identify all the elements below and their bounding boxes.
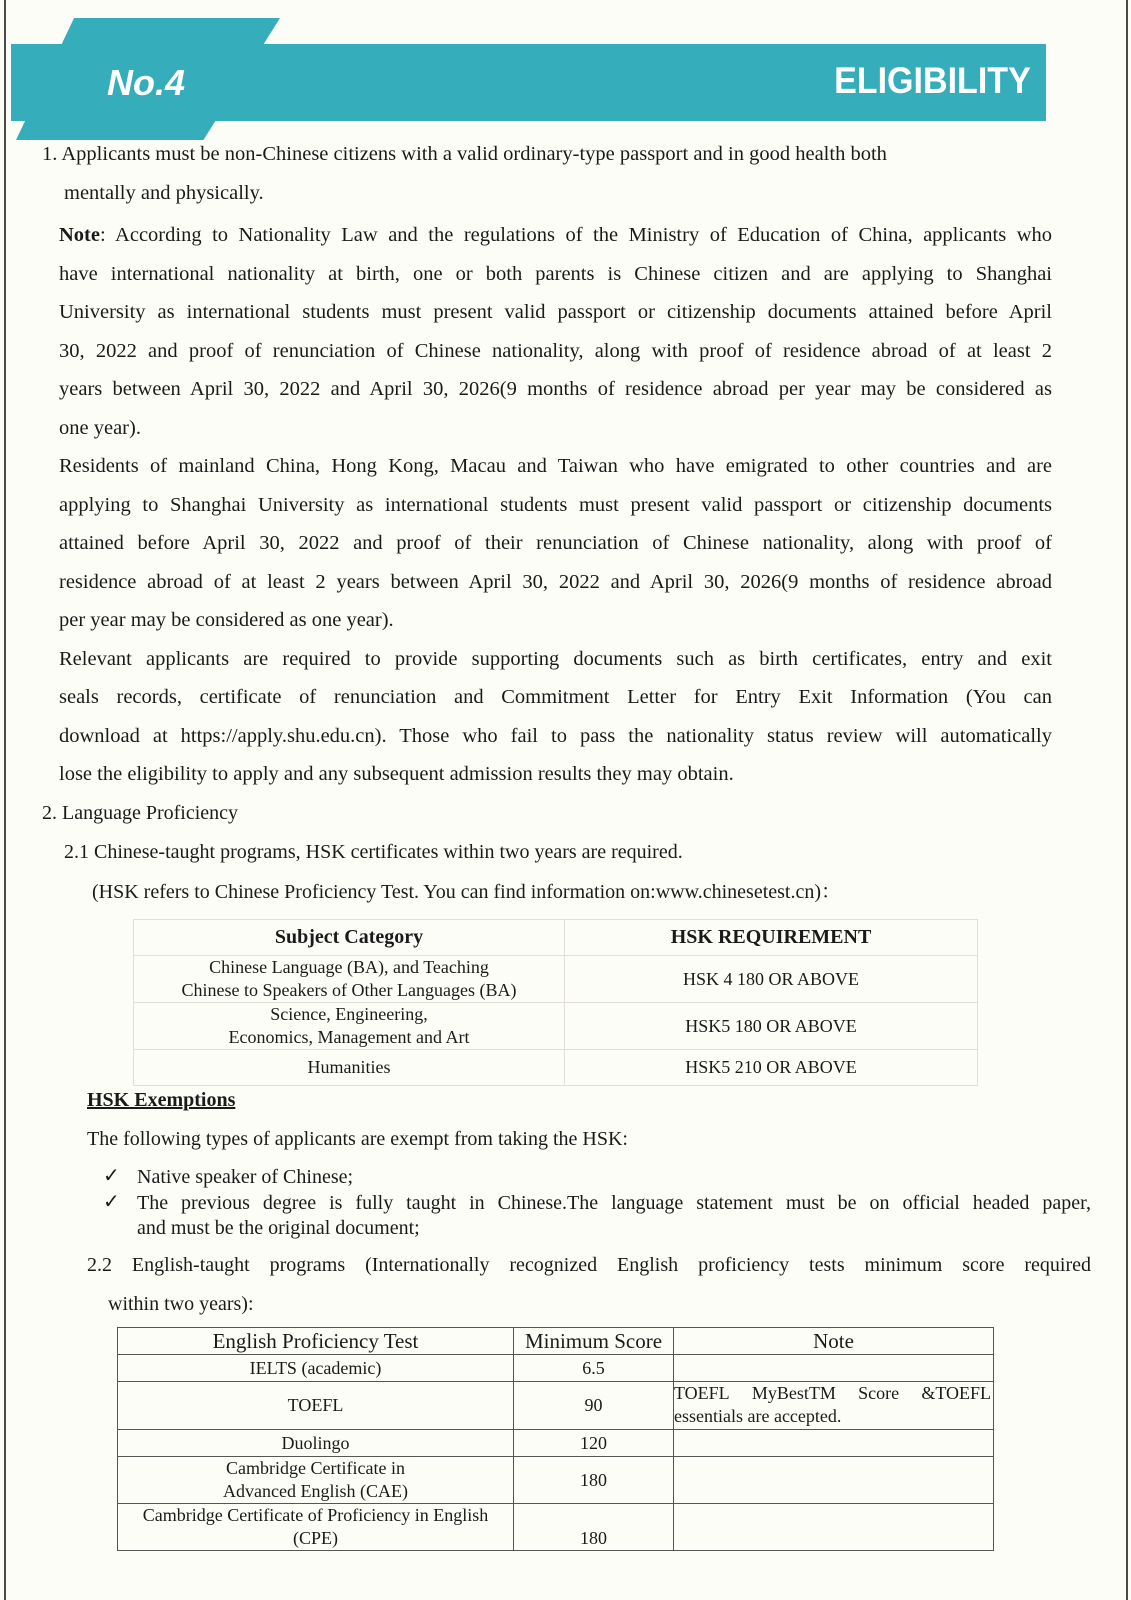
- column-header: Note: [674, 1328, 994, 1355]
- residents-line-1: Residents of mainland China, Hong Kong, Macau and Taiwan who have emigrated to other countries and are: [59, 455, 1052, 477]
- test-name-cell: TOEFL: [118, 1382, 514, 1430]
- note-cell: [674, 1430, 994, 1457]
- relevant-line-1: Relevant applicants are required to provide supporting documents such as birth certificates, entry and exit: [59, 648, 1052, 670]
- exemption-item-2-line1: The previous degree is fully taught in Chinese.The language statement must be on official headed paper,: [137, 1192, 1091, 1214]
- item2-2-line1: 2.2 English-taught programs (Internationally recognized English proficiency tests minimum score required: [87, 1254, 1091, 1276]
- note-line-3: University as international students must present valid passport or citizenship documents attained before April: [59, 301, 1052, 323]
- hsk-requirement-table: [133, 919, 978, 1086]
- test-name-cell: Cambridge Certificate in Advanced English (CAE): [118, 1457, 514, 1504]
- note-cell: TOEFL MyBestTM Score &TOEFL essentials are accepted.: [674, 1382, 994, 1430]
- table-row: [134, 1050, 978, 1086]
- table-row: [118, 1382, 994, 1430]
- note-cell: [674, 1457, 994, 1504]
- column-header: HSK REQUIREMENT: [565, 920, 978, 956]
- checkmark-icon: ✓: [103, 1191, 120, 1213]
- section-number: No.4: [107, 62, 186, 103]
- item2-1-text: 2.1 Chinese-taught programs, HSK certificates within two years are required.: [64, 841, 683, 863]
- residents-line-2: applying to Shanghai University as international students must present valid passport or citizenship documents: [59, 494, 1052, 516]
- note-line-5: years between April 30, 2022 and April 30, 2026(9 months of residence abroad per year may be considered as: [59, 378, 1052, 400]
- exemption-item-2-line2: and must be the original document;: [137, 1217, 420, 1239]
- table-row: [118, 1430, 994, 1457]
- minimum-score-cell: 90: [514, 1382, 674, 1430]
- item2-1-note: (HSK refers to Chinese Proficiency Test. You can find information on:www.chinesetest.cn)：: [92, 881, 842, 903]
- relevant-line-3: download at https://apply.shu.edu.cn). Those who fail to pass the nationality status review will automatically: [59, 725, 1052, 747]
- subject-category-cell: Chinese Language (BA), and Teaching Chinese to Speakers of Other Languages (BA): [134, 956, 565, 1003]
- item1-line2: mentally and physically.: [64, 182, 264, 204]
- column-header: English Proficiency Test: [118, 1328, 514, 1355]
- subject-category-cell: Humanities: [134, 1050, 565, 1086]
- table-row: [118, 1457, 994, 1504]
- test-name-cell: Duolingo: [118, 1430, 514, 1457]
- residents-line-4: residence abroad of at least 2 years between April 30, 2022 and April 30, 2026(9 months of residence abroad: [59, 571, 1052, 593]
- item2-2-line2: within two years):: [108, 1293, 254, 1315]
- test-name-cell: IELTS (academic): [118, 1355, 514, 1382]
- item2-heading: 2. Language Proficiency: [42, 802, 239, 824]
- minimum-score-cell: 180: [514, 1504, 674, 1551]
- relevant-line-2: seals records, certificate of renunciation and Commitment Letter for Entry Exit Information (You can: [59, 686, 1052, 708]
- subject-category-cell: Science, Engineering, Economics, Management and Art: [134, 1003, 565, 1050]
- exemptions-intro: The following types of applicants are exempt from taking the HSK:: [87, 1128, 628, 1150]
- residents-line-3: attained before April 30, 2022 and proof of their renunciation of Chinese nationality, along with proof of: [59, 532, 1052, 554]
- exemption-item-1: Native speaker of Chinese;: [137, 1166, 354, 1188]
- residents-line-5: per year may be considered as one year).: [59, 609, 394, 631]
- item1-line1: 1. Applicants must be non-Chinese citizens with a valid ordinary-type passport and in good health both: [42, 143, 887, 165]
- minimum-score-cell: 120: [514, 1430, 674, 1457]
- note-cell: [674, 1504, 994, 1551]
- table-row: [134, 956, 978, 1003]
- table-row: [118, 1355, 994, 1382]
- table-header-row: [134, 920, 978, 956]
- checkmark-icon: ✓: [103, 1165, 120, 1187]
- note-line-4: 30, 2022 and proof of renunciation of Chinese nationality, along with proof of residence abroad of at least 2: [59, 340, 1052, 362]
- note-label: Note: [59, 224, 100, 246]
- table-row: [118, 1504, 994, 1551]
- exemptions-heading: HSK Exemptions: [87, 1089, 236, 1111]
- column-header: Minimum Score: [514, 1328, 674, 1355]
- minimum-score-cell: 180: [514, 1457, 674, 1504]
- note-line-2: have international nationality at birth, one or both parents is Chinese citizen and are applying to Shanghai: [59, 263, 1052, 285]
- table-row: [134, 1003, 978, 1050]
- hsk-requirement-cell: HSK5 210 OR ABOVE: [565, 1050, 978, 1086]
- column-header: Subject Category: [134, 920, 565, 956]
- minimum-score-cell: 6.5: [514, 1355, 674, 1382]
- table-header-row: [118, 1328, 994, 1355]
- note-line-1: Note: According to Nationality Law and the regulations of the Ministry of Education of China, applicants who: [59, 224, 1052, 246]
- note-line-6: one year).: [59, 417, 141, 439]
- hsk-requirement-cell: HSK 4 180 OR ABOVE: [565, 956, 978, 1003]
- hsk-requirement-cell: HSK5 180 OR ABOVE: [565, 1003, 978, 1050]
- note-cell: [674, 1355, 994, 1382]
- relevant-line-4: lose the eligibility to apply and any subsequent admission results they may obtain.: [59, 763, 734, 785]
- english-proficiency-table: [117, 1327, 994, 1551]
- test-name-cell: Cambridge Certificate of Proficiency in English (CPE): [118, 1504, 514, 1551]
- section-title: ELIGIBILITY: [834, 60, 1031, 101]
